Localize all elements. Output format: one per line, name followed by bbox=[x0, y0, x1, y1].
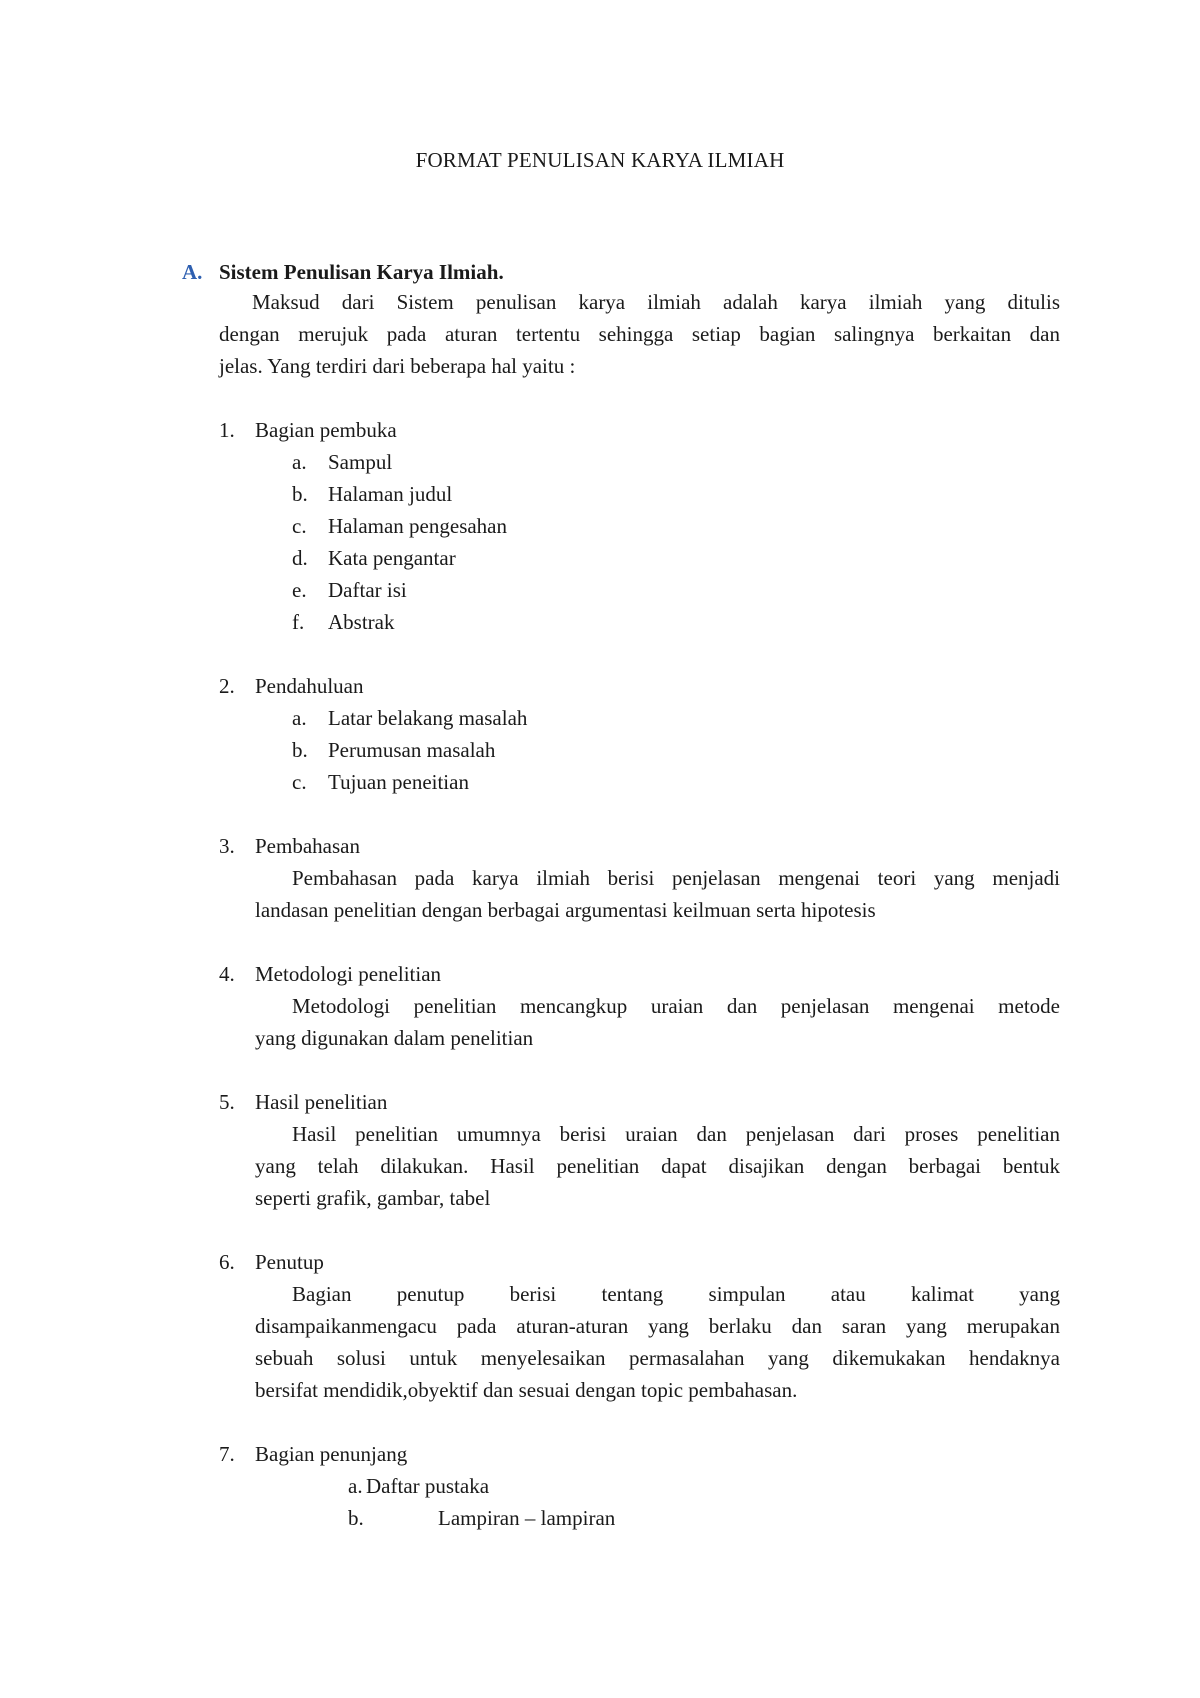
sub-item-text: Tujuan peneitian bbox=[328, 770, 469, 794]
item-body-line: bersifat mendidik,obyektif dan sesuai dengan topic pembahasan. bbox=[255, 1378, 798, 1402]
item-body-line: Metodologi penelitian mencangkup uraian dan penjelasan mengenai metode bbox=[292, 994, 1060, 1018]
item-number: 4. bbox=[219, 962, 235, 986]
section-a-heading: Sistem Penulisan Karya Ilmiah. bbox=[219, 260, 504, 284]
sub-item-letter: c. bbox=[292, 514, 307, 538]
item-label: Penutup bbox=[255, 1250, 324, 1274]
sub-item-text: Kata pengantar bbox=[328, 546, 456, 570]
sub-item-text: Halaman pengesahan bbox=[328, 514, 508, 538]
item-body-line: seperti grafik, gambar, tabel bbox=[255, 1186, 491, 1210]
item-label: Bagian penunjang bbox=[255, 1442, 408, 1466]
sub-item-text: Sampul bbox=[328, 450, 393, 474]
sub-item-text: Latar belakang masalah bbox=[328, 706, 528, 730]
item-label: Pembahasan bbox=[255, 834, 360, 858]
item-label: Bagian pembuka bbox=[255, 418, 397, 442]
item-number: 6. bbox=[219, 1250, 235, 1274]
item-body-line: yang telah dilakukan. Hasil penelitian dapat disajikan dengan berbagai bentuk bbox=[255, 1154, 1060, 1178]
item-label: Pendahuluan bbox=[255, 674, 364, 698]
sub-item-letter: a. bbox=[348, 1474, 363, 1498]
page-title: FORMAT PENULISAN KARYA ILMIAH bbox=[415, 148, 785, 172]
sub-item-text: Perumusan masalah bbox=[328, 738, 496, 762]
sub-item-letter: b. bbox=[292, 738, 308, 762]
item-body-line: landasan penelitian dengan berbagai argumentasi keilmuan serta hipotesis bbox=[255, 898, 876, 922]
item-body-line: Pembahasan pada karya ilmiah berisi penjelasan mengenai teori yang menjadi bbox=[292, 866, 1060, 890]
item-label: Hasil penelitian bbox=[255, 1090, 388, 1114]
sub-item-letter: b. bbox=[292, 482, 308, 506]
intro-line-3: jelas. Yang terdiri dari beberapa hal yaitu : bbox=[219, 354, 576, 378]
sub-item-letter: c. bbox=[292, 770, 307, 794]
intro-line-2: dengan merujuk pada aturan tertentu sehingga setiap bagian salingnya berkaitan dan bbox=[219, 322, 1060, 346]
item-number: 3. bbox=[219, 834, 235, 858]
sub-item-letter: a. bbox=[292, 450, 307, 474]
item-body-line: Bagian penutup berisi tentang simpulan atau kalimat yang bbox=[292, 1282, 1060, 1306]
sub-item-letter: d. bbox=[292, 546, 308, 570]
sub-item-text: Lampiran – lampiran bbox=[438, 1506, 616, 1530]
item-number: 1. bbox=[219, 418, 235, 442]
item-number: 2. bbox=[219, 674, 235, 698]
item-label: Metodologi penelitian bbox=[255, 962, 442, 986]
sub-item-text: Abstrak bbox=[328, 610, 395, 634]
sub-item-letter: e. bbox=[292, 578, 307, 602]
intro-line-1: Maksud dari Sistem penulisan karya ilmiah adalah karya ilmiah yang ditulis bbox=[252, 290, 1060, 314]
section-a-heading-row bbox=[182, 256, 202, 288]
item-number: 7. bbox=[219, 1442, 235, 1466]
sub-item-text: Halaman judul bbox=[328, 482, 453, 506]
sub-item-letter: b. bbox=[348, 1506, 364, 1530]
sub-item-text: Daftar isi bbox=[328, 578, 407, 602]
item-body-line: disampaikanmengacu pada aturan-aturan yang berlaku dan saran yang merupakan bbox=[255, 1314, 1060, 1338]
item-body-line: yang digunakan dalam penelitian bbox=[255, 1026, 534, 1050]
item-body-line: Hasil penelitian umumnya berisi uraian dan penjelasan dari proses penelitian bbox=[292, 1122, 1060, 1146]
item-body-line: sebuah solusi untuk menyelesaikan permasalahan yang dikemukakan hendaknya bbox=[255, 1346, 1060, 1370]
item-number: 5. bbox=[219, 1090, 235, 1114]
sub-item-letter: f. bbox=[292, 610, 305, 634]
sub-item-letter: a. bbox=[292, 706, 307, 730]
sub-item-text: Daftar pustaka bbox=[366, 1474, 490, 1498]
section-letter: A. bbox=[182, 260, 203, 284]
